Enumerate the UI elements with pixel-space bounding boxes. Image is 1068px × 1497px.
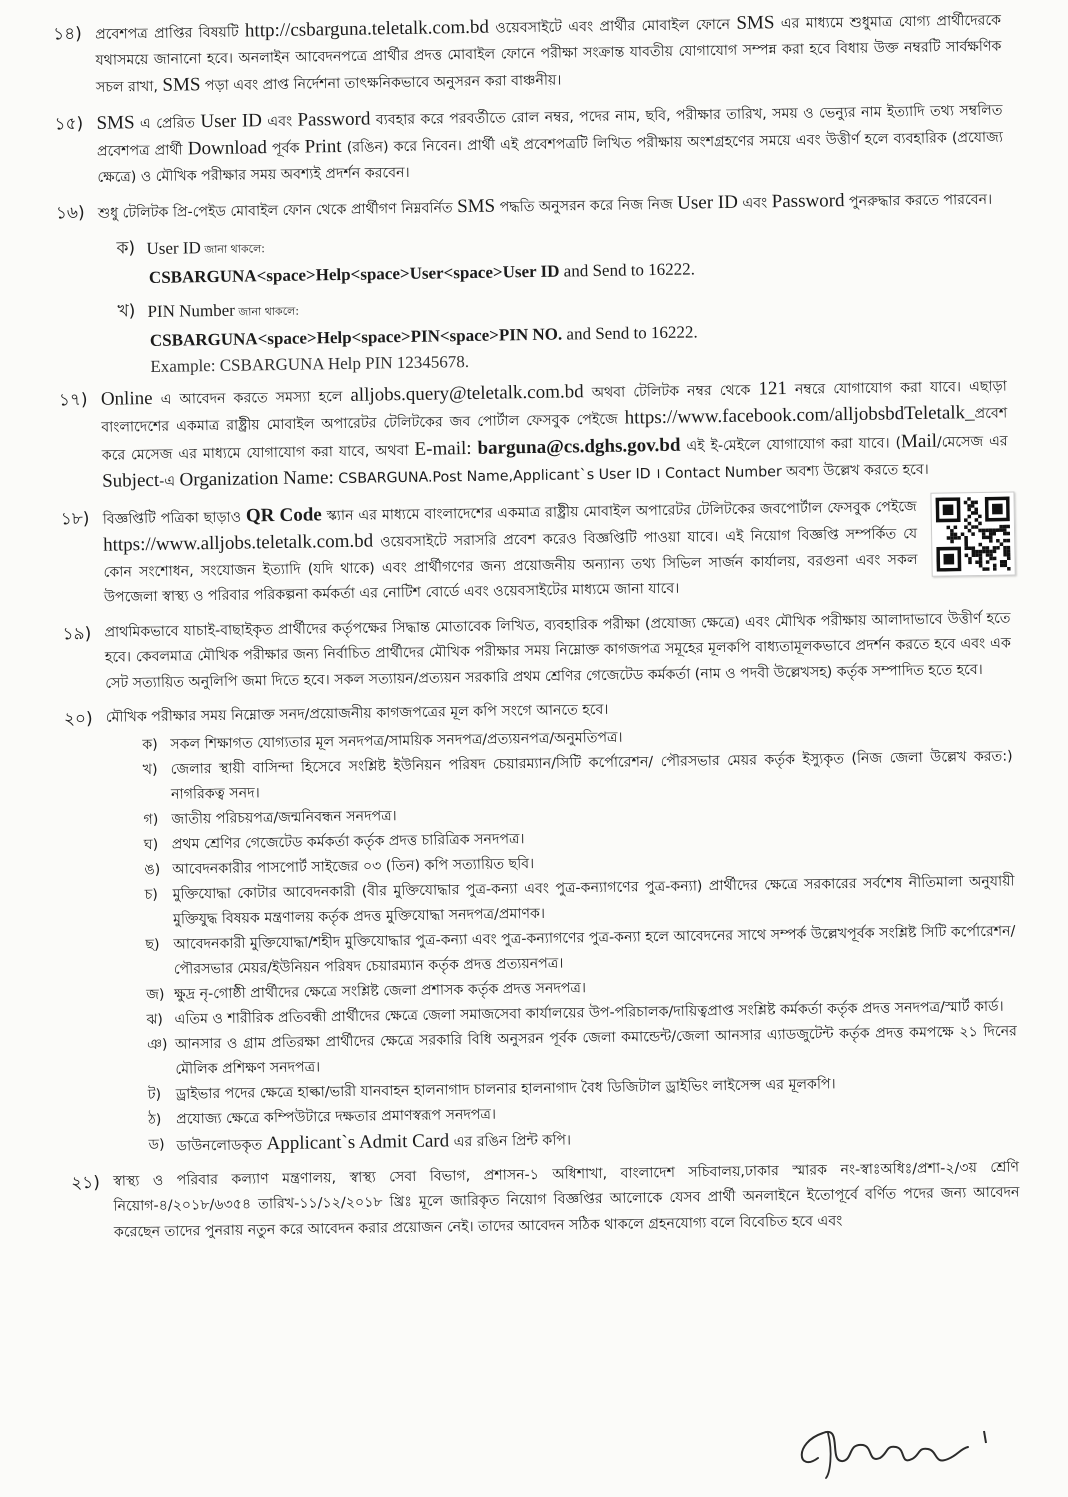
- document-label: ট): [148, 1082, 176, 1107]
- clause-text: মৌখিক পরীক্ষার সময় নিম্নোক্ত সনদ/প্রয়োজনীয় কাগজপত্রের মূল কপি সংগে আনতে হবে।: [106, 692, 1012, 732]
- clause-number: ১৬): [56, 200, 98, 228]
- bangla-text: ওয়েবসাইটে সরাসরি প্রবেশ করেও বিজ্ঞপ্তিটি পাওয়া যাবে। এই নিয়োগ বিজ্ঞপ্তি সম্পর্কিত যে কোন সংশোধন, সংযোজন ইত্যাদি (যদি থাকে) এবং প্রার্থীগণের জন্য প্রয়োজনীয় অন্যান্য তথ্য সিভিল সার্জন কার্যালয়, বরগুনা এবং সকল উপজেলা স্বাস্থ্য ও পরিবার পরিকল্পনা কর্মকর্তা এর নোটিশ বোর্ডে এবং ওয়েবসাইটের মাধ্যমে জানা যাবে।: [103, 526, 917, 606]
- document-label: চ): [144, 882, 173, 932]
- clause-item: [59, 372, 1009, 497]
- bangla-text: শুধু টেলিটক প্রি-পেইড মোবাইল ফোন থেকে প্রার্থীগণ নিম্নবর্নিত: [98, 200, 457, 222]
- bangla-text: ব্যবহার করে পরবর্তীতে রোল নম্বর, পদের নাম, ছবি, পরীক্ষার তারিখ, সময় ও ভেন্যুর নাম ইত্যাদি তথ্য সম্বলিত প্রবেশপত্র প্রার্থী: [97, 102, 1003, 160]
- clauses-14-16: [53, 7, 1004, 228]
- bangla-text: পুনরুদ্ধার করতে পারবেন।: [844, 192, 992, 210]
- bangla-text: ওয়েবসাইটে এবং প্রার্থীর মোবাইল ফোনে: [489, 17, 737, 37]
- bangla-text: পদ্ধতি অনুসরন করে নিজ নিজ: [495, 197, 677, 216]
- bangla-text: এ প্রেরিত: [134, 115, 200, 132]
- option-label: খ): [117, 299, 147, 326]
- sms-code-text: CSBARGUNA<space>Help<space>PIN<space>PIN NO.: [150, 324, 563, 349]
- bangla-text: প্রবেশপত্র প্রাপ্তির বিষয়টি: [95, 24, 245, 42]
- sms-code-suffix: and Send to 16222.: [562, 322, 698, 343]
- latin-text: User ID: [200, 110, 262, 132]
- latin-text: Password: [297, 108, 370, 130]
- option-note: জানা থাকলে:: [235, 304, 299, 318]
- bangla-text: পূর্বক: [267, 141, 305, 158]
- latin-text: 121: [758, 378, 787, 399]
- document-text: সকল শিক্ষাগত যোগ্যতার মূল সনদপত্র/সাময়িক সনদপত্র/প্রত্যয়নপত্র/অনুমতিপত্র।: [170, 725, 623, 757]
- clause-item: [53, 7, 1002, 102]
- latin-text: QR Code: [246, 504, 322, 526]
- latin-text: Organization Name:: [179, 467, 334, 490]
- clause-item: [54, 96, 1003, 191]
- option-title: PIN Number: [147, 300, 235, 320]
- document-text: আবেদনকারীর পাসপোর্ট সাইজের ০৩ (তিন) কপি সত্যায়িত ছবি।: [172, 852, 534, 883]
- clause-text: [104, 606, 1011, 697]
- latin-text: Online: [101, 387, 153, 409]
- document-label: জ): [146, 982, 174, 1007]
- document-label: গ): [143, 807, 171, 832]
- sms-code-suffix: and Send to 16222.: [559, 259, 695, 280]
- document-text: প্রথম শ্রেণির গেজেটেড কর্মকর্তা কর্তৃক প্রদত্ত চারিত্রিক সনদপত্র।: [172, 827, 525, 858]
- clause-number: ২১): [71, 1169, 114, 1246]
- latin-text: Mail: [901, 430, 937, 452]
- bangla-text: প্রবেশ করে মেসেজ এর মাধ্যমে যোগাযোগ করা যাবে, অথবা: [102, 406, 1008, 464]
- document-text: জাতীয় পরিচয়পত্র/জন্মনিবন্ধন সনদপত্র।: [171, 804, 397, 833]
- document-text: আনসার ও গ্রাম প্রতিরক্ষা প্রার্থীদের ক্ষেত্রে সরকারি বিধি অনুসরন পূর্বক জেলা কমান্ডেন্ট/জেলা আনসার এ্যাডজুটেন্ট কর্তৃক প্রদত্ত কমপক্ষে ২১ দিনের মৌলিক প্রশিক্ষণ সনদপত্র।: [175, 1019, 1018, 1082]
- bangla-text: এবং: [262, 113, 298, 130]
- bangla-text: এর মাধ্যমে শুধুমাত্র যোগ্য প্রার্থীদেরকে যথাসময়ে জানানো হবে। অনলাইন আবেদনপত্রে প্রার্থীর প্রদত্ত মোবাইল ফোনে পরীক্ষা সংক্রান্ত যাবতীয় যোগাযোগ সম্পন্ন করা হবে বিধায় উক্ত নম্বরটি সার্বক্ষণিক সচল রাখা,: [95, 13, 1001, 96]
- bangla-text: বিজ্ঞপ্তিটি পত্রিকা ছাড়াও: [103, 509, 246, 527]
- document-label: ঞ): [147, 1032, 176, 1082]
- document-list: [106, 719, 1018, 1133]
- bangla-text: (রঙিন) করে নিবেন। প্রার্থী এই প্রবেশপত্রটি লিখিত পরীক্ষায় অংশগ্রহণের সময়ে এবং উত্তীর্ণ হলে ব্যবহারিক (প্রযোজ্য ক্ষেত্রে) ও মৌখিক পরীক্ষার সময় অবশ্যই প্রদর্শন করবেন।: [97, 130, 1003, 186]
- document-label: ঙ): [144, 857, 172, 882]
- clause-text: স্বাস্থ্য ও পরিবার কল্যাণ মন্ত্রণালয়, স্বাস্থ্য সেবা বিভাগ, প্রশাসন-১ অধিশাখা, বাংলাদেশ সচিবালয়,ঢাকার স্মারক নং-স্বাঃঅধিঃ/প্রশা-২/৩য় শ্রেণি নিয়োগ-৪/২০১৮/৬৩৫৪ তারিখ-১১/১২/২০১৮ খ্রিঃ মূলে জারিকৃত নিয়োগ বিজ্ঞপ্তির আলোকে যেসব প্রার্থী অনলাইনে ইতোপূর্বে বর্ণিত পদের জন্য আবেদন করেছেন তাদের পুনরায় নতুন করে আবেদন করার প্রয়োজন নেই। তাদের আবেদন সঠিক থাকলে গ্রহনযোগ্য বলে বিবেচিত হবে এবং: [113, 1155, 1020, 1246]
- latin-text: SMS: [96, 112, 134, 134]
- clause-item: [61, 491, 1011, 612]
- signature-image: [788, 1403, 1008, 1483]
- bangla-text: এবং: [738, 195, 772, 212]
- option-note: জানা থাকলে:: [201, 242, 265, 256]
- clause-text: [95, 7, 1002, 102]
- sms-example: Example: CSBARGUNA Help PIN 12345678.: [150, 340, 1006, 379]
- clause-number: ১৭): [59, 386, 103, 497]
- latin-text: http://csbarguna.teletalk.com.bd: [245, 17, 489, 42]
- document-text: ডাউনলোডকৃত: [176, 1137, 266, 1154]
- bangla-text: এই ই-মেইলে যোগাযোগ করা যাবে। (: [680, 435, 901, 454]
- clause-number: ১৪): [53, 21, 96, 102]
- clause-text: [103, 491, 1011, 611]
- latin-text: Download: [188, 137, 267, 159]
- latin-text: SMS: [457, 196, 495, 218]
- clause-number: ১৯): [62, 620, 105, 697]
- document-text: জেলার স্থায়ী বাসিন্দা হিসেবে সংশ্লিষ্ট ইউনিয়ন পরিষদ চেয়ারম্যান/সিটি কর্পোরেশন/ পৌরসভার মেয়র কর্তৃক ইস্যুকৃত (নিজ জেলা উল্লেখ করত:) নাগরিকত্ব সনদ।: [170, 744, 1013, 807]
- clause-16-options: [56, 222, 1006, 381]
- option-label: ক): [116, 236, 146, 263]
- latin-text: E-mail:: [414, 437, 471, 459]
- bangla-text: /মেসেজ এর: [937, 433, 1008, 450]
- latin-text: SMS: [736, 12, 774, 34]
- document-text-end: এর রঙিন প্রিন্ট কপি।: [449, 1132, 571, 1150]
- latin-text: Print: [304, 136, 341, 158]
- bangla-text: CSBARGUNA.Post Name,Applicant`s User ID । Contact Number অবশ্য উল্লেখ করতে হবে।: [334, 462, 929, 487]
- latin-text: User ID: [677, 192, 738, 214]
- clause-item: [56, 186, 1004, 228]
- clause-text: [98, 186, 1004, 228]
- clause-text: [96, 96, 1003, 191]
- clause-number: ১৫): [54, 110, 97, 191]
- clause-text: [101, 372, 1009, 496]
- document-label: ড): [148, 1132, 176, 1159]
- document-text: এতিম ও শারীরিক প্রতিবন্ধী প্রার্থীদের ক্ষেত্রে জেলা সমাজসেবা কার্যালয়ের উপ-পরিচালক/দায়িত্বপ্রাপ্ত সংশ্লিষ্ট কর্মকর্তা কর্তৃক প্রদত্ত সনদপত্র/স্মার্ট কার্ড।: [174, 994, 1003, 1032]
- document-label: ঝ): [146, 1007, 174, 1032]
- bangla-text: অথবা টেলিটক নম্বর থেকে: [584, 382, 759, 401]
- clause-21: [71, 1155, 1020, 1246]
- clause-item: [62, 606, 1011, 697]
- latin-text: barguna@cs.dghs.gov.bd: [477, 434, 680, 458]
- latin-text: alljobs.query@teletalk.com.bd: [350, 381, 584, 406]
- latin-text: https://www.facebook.com/alljobsbdTeletalk_: [625, 402, 975, 428]
- document-text: ড্রাইভার পদের ক্ষেত্রে হাল্কা/ভারী যানবাহন হালনাগাদ চালনার হালনাগাদ বৈধ ডিজিটাল ড্রাইভিং লাইসেন্স এর মূলকপি।: [176, 1072, 836, 1107]
- bangla-text: পড়া এবং প্রাপ্ত নির্দেশনা তাৎক্ষনিকভাবে অনুসরন করা বাঞ্চনীয়।: [200, 73, 561, 95]
- bangla-text: এ আবেদন করতে সমস্যা হলে: [152, 388, 350, 407]
- bangla-text: প্রাথমিকভাবে যাচাই-বাছাইকৃত প্রার্থীদের কর্তৃপক্ষের সিদ্ধান্ত মোতাবেক লিখিত, ব্যবহারিক পরীক্ষা (প্রযোজ্য ক্ষেত্রে) এবং মৌখিক পরীক্ষায় আলাদাভাবে উত্তীর্ণ হতে হবে। কেবলমাত্র মৌখিক পরীক্ষার জন্য নির্বাচিত প্রার্থীদের মৌখিক পরীক্ষার সময় নিম্নোক্ত কাগজপত্র সমূহের মূলকপি বাধ্যতামূলকভাবে প্রদর্শন করতে হবে এবং এক সেট সত্যায়িত অনুলিপি জমা দিতে হবে। সকল সত্যায়ন/প্রত্যয়ন সরকারি প্রথম শ্রেণির গেজেটেড কর্মকর্তা (নাম ও পদবী উল্লেখসহ) কর্তৃক সম্পাদিত হতে হবে।: [104, 610, 1011, 691]
- clause-20: [64, 692, 1019, 1161]
- document-text: ক্ষুদ্র নৃ-গোষ্ঠী প্রার্থীদের ক্ষেত্রে সংশ্লিষ্ট জেলা প্রশাসক কর্তৃক প্রদত্ত সনদপত্র।: [174, 976, 586, 1007]
- clause-number: ২০): [64, 706, 113, 1161]
- document-label: ক): [142, 732, 170, 757]
- bangla-text: -এ: [159, 474, 180, 490]
- clause-number: ১৮): [61, 505, 105, 612]
- bangla-text: স্ক্যান এর মাধ্যমে বাংলাদেশের একমাত্র রাষ্ট্রীয় মোবাইল অপারেটর টেলিটকের জবপোর্টাল ফেসবুক পেইজে: [322, 498, 917, 523]
- document-text: আবেদনকারী মুক্তিযোদ্ধা/শহীদ মুক্তিযোদ্ধার পুত্র-কন্যা এবং পুত্র-কন্যাগণের পুত্র-কন্যা হলে আবেদনের সাথে সম্পর্ক উল্লেখপূর্বক সংশ্লিষ্ট সিটি কর্পোরেশন/পৌরসভার মেয়র/ইউনিয়ন পরিষদ চেয়ারম্যান কর্তৃক প্রদত্ত প্রত্যয়নপত্র।: [173, 919, 1016, 982]
- qr-code-icon: [930, 491, 1015, 576]
- latin-text: https://www.alljobs.teletalk.com.bd: [103, 531, 373, 556]
- latin-text: SMS: [162, 74, 200, 96]
- document-label: ঘ): [144, 832, 172, 857]
- latin-text: Subject: [102, 470, 159, 492]
- document-label: ঠ): [148, 1107, 176, 1132]
- admit-card-text: Applicant`s Admit Card: [266, 1130, 449, 1154]
- document-text: প্রযোজ্য ক্ষেত্রে কম্পিউটারে দক্ষতার প্রমাণস্বরূপ সনদপত্র।: [176, 1102, 496, 1132]
- document-text: মুক্তিযোদ্ধা কোটার আবেদনকারী (বীর মুক্তিযোদ্ধার পুত্র-কন্যা এবং পুত্র-কন্যাগণের পুত্র-কন্যা) প্রার্থীদের ক্ষেত্রে সরকারের সর্বশেষ নীতিমালা অনুযায়ী মুক্তিযুদ্ধ বিষয়ক মন্ত্রণালয় কর্তৃক প্রদত্ত মুক্তিযোদ্ধা সনদপত্র/প্রমাণক।: [172, 869, 1015, 932]
- option-title: User ID: [146, 238, 201, 258]
- latin-text: Password: [772, 190, 845, 212]
- bangla-text: নম্বরে যোগাযোগ করা যাবে। এছাড়া বাংলাদেশের একমাত্র রাষ্ট্রীয় মোবাইল অপারেটর টেলিটকের জব পোর্টাল ফেসবুক পেইজে: [101, 378, 1007, 436]
- clauses-17-19: [59, 372, 1012, 697]
- document-label: খ): [142, 757, 171, 807]
- sms-code-text: CSBARGUNA<space>Help<space>User<space>User ID: [149, 261, 560, 286]
- document-label: ছ): [145, 932, 174, 982]
